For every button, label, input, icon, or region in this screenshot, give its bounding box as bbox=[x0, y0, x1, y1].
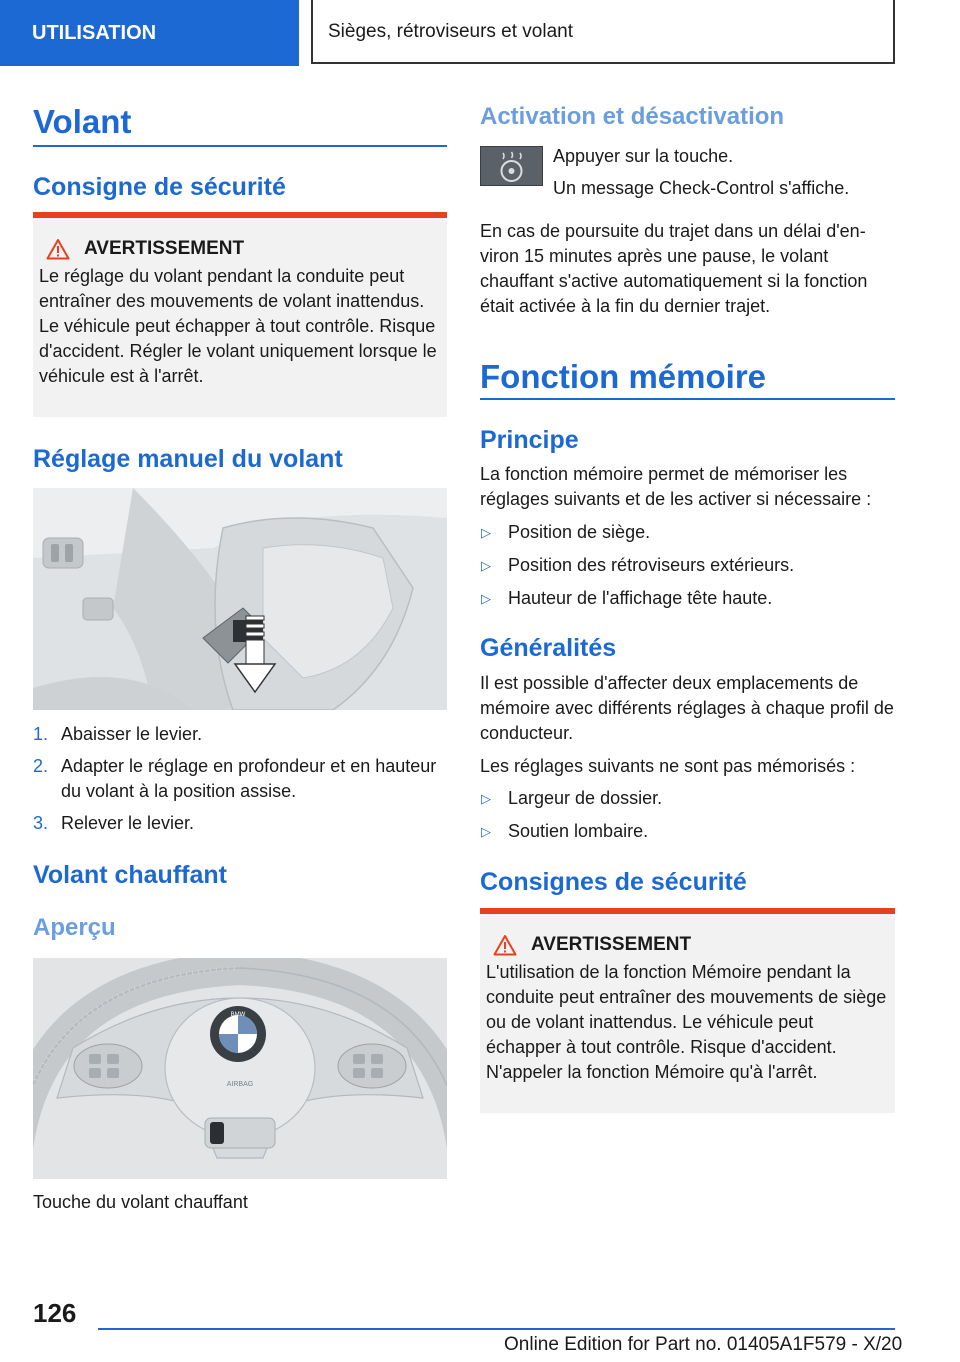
left-spoke-buttons bbox=[74, 1044, 142, 1088]
step-text: Adapter le réglage en profondeur et en hauteur du volant à la position assise. bbox=[61, 756, 437, 801]
airbag-label: AIRBAG bbox=[226, 1081, 254, 1088]
list-item-text: Position des rétroviseurs extérieurs. bbox=[508, 555, 795, 575]
triangle-bullet-icon: ▷ bbox=[481, 525, 491, 540]
triangle-bullet-icon: ▷ bbox=[481, 791, 491, 806]
warning-text: L'utilisation de la fonction Mémoire pendant la conduite peut entraîner des mouvements de siège ou de volant inattendus. Le véhicule peut échapper à tout contrôle. Risque d'accident. N'appeler la fonction Mémoire qu'à l'arrêt. bbox=[486, 962, 887, 1082]
warning-title-row bbox=[39, 238, 441, 260]
activation-line-1: Appuyer sur la touche. bbox=[553, 146, 734, 166]
steering-wheel-illustration bbox=[33, 958, 447, 1179]
header-chapter-title: Sièges, rétroviseurs et volant bbox=[311, 0, 895, 64]
step-item bbox=[33, 754, 447, 804]
manual-adjust-heading: Réglage manuel du volant bbox=[33, 445, 343, 473]
memory-function-title: Fonction mémoire bbox=[480, 358, 767, 395]
title-rule bbox=[33, 145, 447, 147]
steering-lever-illustration bbox=[33, 488, 447, 710]
principle-paragraph: La fonction mémoire permet de mémoriser les réglages suivants et de les activer si nécessaire : bbox=[480, 464, 872, 509]
memory-warning-box bbox=[480, 908, 895, 1113]
page-title: Volant bbox=[33, 103, 132, 140]
bmw-logo-text: BMW bbox=[230, 1012, 246, 1018]
footer-rule bbox=[98, 1328, 895, 1330]
steering-wheel-drawing bbox=[33, 958, 447, 1179]
steps-list bbox=[33, 722, 447, 843]
heated-wheel-key-icon bbox=[480, 146, 543, 186]
general-paragraph-2: Les réglages suivants ne sont pas mémorisés : bbox=[480, 756, 856, 776]
step-number: 2. bbox=[33, 756, 49, 776]
image-caption: Touche du volant chauffant bbox=[33, 1192, 248, 1212]
general-paragraph-1: Il est possible d'affecter deux emplacements de mémoire avec différents réglages à chaque profil de conducteur. bbox=[480, 673, 894, 743]
step-item bbox=[33, 811, 447, 836]
list-item bbox=[480, 520, 895, 545]
list-item-text: Soutien lombaire. bbox=[508, 821, 649, 841]
triangle-bullet-icon: ▷ bbox=[481, 824, 491, 839]
step-text: Abaisser le levier. bbox=[61, 724, 203, 744]
activation-heading: Activation et désactivation bbox=[480, 103, 785, 130]
list-item-text: Hauteur de l'affichage tête haute. bbox=[508, 588, 773, 608]
step-number: 1. bbox=[33, 724, 49, 744]
triangle-bullet-icon: ▷ bbox=[481, 591, 491, 606]
step-item bbox=[33, 722, 447, 747]
warning-box bbox=[33, 212, 447, 417]
heated-wheel-heading: Volant chauffant bbox=[33, 861, 227, 889]
page-number: 126 bbox=[33, 1298, 77, 1328]
warning-triangle-icon bbox=[493, 934, 517, 956]
warning-title-row bbox=[486, 934, 889, 956]
bmw-logo-icon bbox=[210, 1006, 266, 1062]
warning-title: AVERTISSEMENT bbox=[531, 934, 692, 955]
steering-lever-drawing bbox=[33, 488, 447, 710]
step-text: Relever le levier. bbox=[61, 813, 195, 833]
general-heading: Généralités bbox=[480, 634, 617, 662]
list-item bbox=[480, 586, 895, 611]
activation-paragraph: En cas de poursuite du trajet dans un délai d'environ 15 minutes après une pause, le volant chauffant s'active automatiquement si la fonction était activée à la fin du dernier trajet. bbox=[480, 221, 868, 316]
general-list bbox=[480, 786, 895, 852]
warning-title: AVERTISSEMENT bbox=[84, 238, 245, 259]
warning-text: Le réglage du volant pendant la conduite peut entraîner des mouvements de volant inattendus. Le véhicule peut échapper à tout contrôle. Risque d'accident. Régler le volant uniquement lorsque le véhicule est à l'arrêt. bbox=[39, 266, 437, 386]
triangle-bullet-icon: ▷ bbox=[481, 558, 491, 573]
memory-safety-heading: Consignes de sécurité bbox=[480, 868, 747, 896]
list-item-text: Largeur de dossier. bbox=[508, 788, 663, 808]
step-number: 3. bbox=[33, 813, 49, 833]
principle-heading: Principe bbox=[480, 426, 579, 454]
header-section-tab: UTILISATION bbox=[0, 0, 299, 66]
list-item bbox=[480, 786, 895, 811]
activation-line-2: Un message Check-Control s'affiche. bbox=[553, 178, 850, 198]
memory-title-rule bbox=[480, 398, 895, 400]
overview-heading: Aperçu bbox=[33, 914, 116, 941]
heated-wheel-button bbox=[210, 1122, 224, 1144]
safety-heading: Consigne de sécurité bbox=[33, 173, 286, 201]
list-item-text: Position de siège. bbox=[508, 522, 651, 542]
edition-note: Online Edition for Part no. 01405A1F579 - X/20 bbox=[504, 1334, 903, 1355]
warning-triangle-icon bbox=[46, 238, 70, 260]
steering-heat-icon bbox=[481, 147, 542, 185]
principle-list bbox=[480, 520, 895, 619]
list-item bbox=[480, 819, 895, 844]
right-spoke-buttons bbox=[338, 1044, 406, 1088]
list-item bbox=[480, 553, 895, 578]
